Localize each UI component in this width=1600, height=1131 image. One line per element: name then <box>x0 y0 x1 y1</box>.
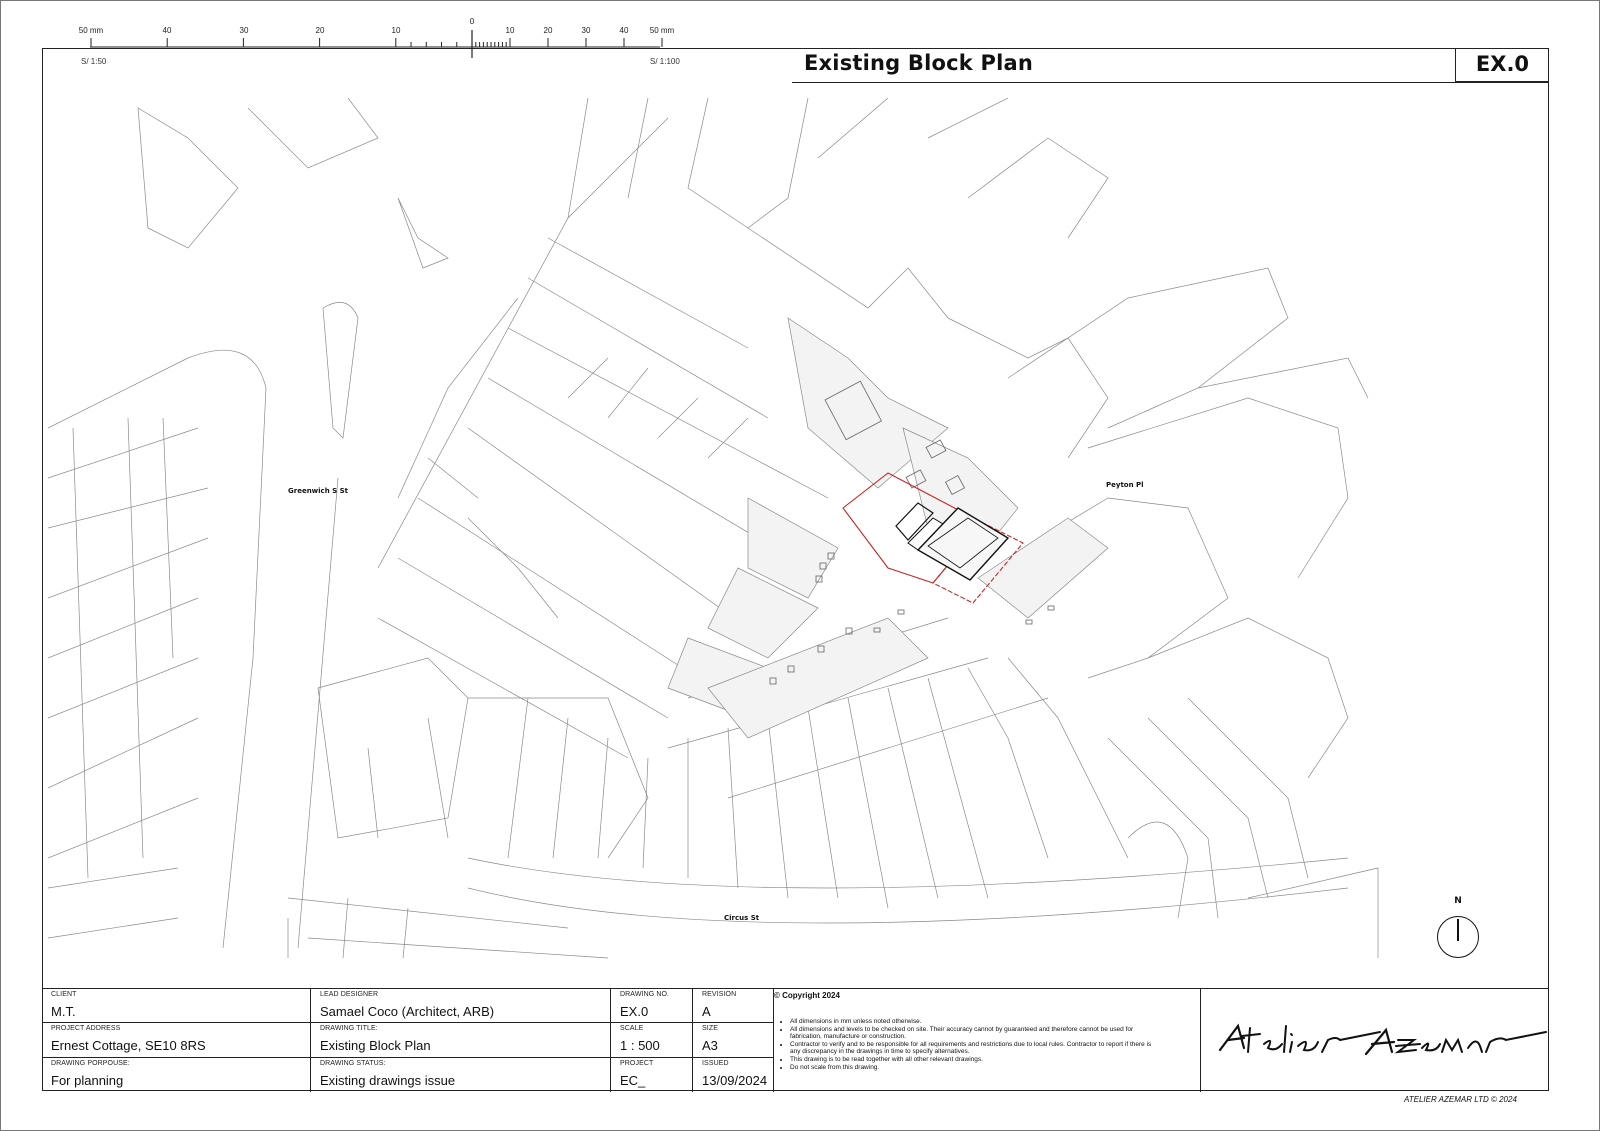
scale-tick-label: 40 <box>162 26 172 35</box>
address-label: PROJECT ADDRESS <box>51 1025 121 1032</box>
scale-tick-label: 30 <box>581 26 591 35</box>
title-bar <box>792 48 1549 83</box>
issued-cell <box>693 1058 774 1092</box>
issued-label: ISSUED <box>702 1060 729 1067</box>
logo-signature-icon <box>1210 1018 1550 1066</box>
lead-designer-cell <box>311 989 611 1023</box>
drawing-title-cell <box>311 1023 611 1058</box>
scale-tick-label: 30 <box>239 26 249 35</box>
north-arrow <box>1437 896 1485 962</box>
general-notes <box>782 1018 1162 1071</box>
revision-label: REVISION <box>702 991 737 998</box>
lead-designer-value: Samael Coco (Architect, ARB) <box>320 1004 495 1019</box>
scale-label: SCALE <box>620 1025 644 1032</box>
drawing-status-label: DRAWING STATUS: <box>320 1060 386 1067</box>
drawing-status-cell <box>311 1058 611 1092</box>
purpose-cell <box>42 1058 311 1092</box>
size-label: SIZE <box>702 1025 718 1032</box>
drawing-no-value: EX.0 <box>620 1004 649 1019</box>
scale-label-right: S/ 1:100 <box>650 57 680 66</box>
drawing-no-label: DRAWING NO. <box>620 991 670 998</box>
size-value: A3 <box>702 1038 718 1053</box>
purpose-value: For planning <box>51 1073 124 1088</box>
scale-tick-label: 40 <box>619 26 629 35</box>
lead-designer-label: LEAD DESIGNER <box>320 991 379 998</box>
scale-tick-label: 50 mm <box>649 26 675 35</box>
note-item: • This drawing is to be read together with all other relevant drawings. <box>790 1056 1162 1064</box>
client-label: CLIENT <box>51 991 77 998</box>
north-needle <box>1457 919 1459 941</box>
footer-credit: ATELIER AZEMAR LTD © 2024 <box>1404 1095 1517 1104</box>
note-item: • All dimensions and levels to be checked on site. Their accuracy cannot by guaranteed and therefore cannot be used for fabrication, manufacture or construction. <box>790 1026 1162 1041</box>
title-code-box <box>1455 48 1549 82</box>
scale-tick-label: 10 <box>391 26 401 35</box>
project-cell <box>611 1058 693 1092</box>
drawing-status-value: Existing drawings issue <box>320 1073 456 1088</box>
note-item: • All dimensions in mm unless noted otherwise. <box>790 1018 1162 1026</box>
drawing-title-label: DRAWING TITLE: <box>320 1025 378 1032</box>
drawing-title-value: Existing Block Plan <box>320 1038 431 1053</box>
scale-tick-label: 10 <box>505 26 515 35</box>
street-label: Circus St <box>724 914 760 922</box>
page-title: Existing Block Plan <box>804 51 1033 75</box>
north-label: N <box>1454 896 1462 906</box>
client-cell <box>42 989 311 1023</box>
issued-value: 13/09/2024 <box>702 1073 768 1088</box>
drawing-no-cell <box>611 989 693 1023</box>
purpose-label: DRAWING PORPOUSE: <box>51 1060 130 1067</box>
size-cell <box>693 1023 774 1058</box>
drawing-code: EX.0 <box>1475 52 1530 76</box>
scale-cell <box>611 1023 693 1058</box>
address-value: Ernest Cottage, SE10 8RS <box>51 1038 206 1053</box>
address-cell <box>42 1023 311 1058</box>
scale-tick-label: 20 <box>315 26 325 35</box>
scale-label-left: S/ 1:50 <box>81 57 107 66</box>
project-label: PROJECT <box>620 1060 654 1067</box>
scale-tick-label: 50 mm <box>78 26 104 35</box>
copyright-text: © Copyright 2024 <box>774 991 840 1000</box>
client-value: M.T. <box>51 1004 76 1019</box>
revision-value: A <box>702 1004 711 1019</box>
note-item: • Do not scale from this drawing. <box>790 1064 1162 1072</box>
map-linework <box>48 98 1388 968</box>
scale-value: 1 : 500 <box>620 1038 660 1053</box>
street-label: Greenwich S St <box>288 487 348 495</box>
block-plan-map <box>48 98 1388 968</box>
scale-tick-label: 20 <box>543 26 553 35</box>
scale-zero-label: 0 <box>469 17 475 26</box>
note-item: • Contractor to verify and to be responsible for all requirements and restrictions due to local rules. Contractor to report if there is any discrepancy in the drawings in time to specify alternatives. <box>790 1041 1162 1056</box>
street-label: Peyton Pl <box>1106 481 1144 489</box>
project-value: EC_ <box>620 1073 646 1088</box>
revision-cell <box>693 989 774 1023</box>
atelier-azemar-logo <box>1210 1018 1550 1066</box>
